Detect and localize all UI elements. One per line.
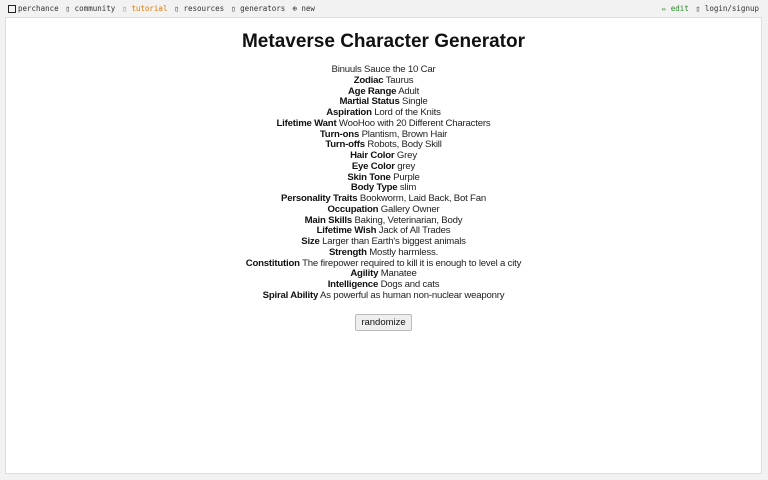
user-icon: ▯ bbox=[695, 4, 701, 13]
detail-value: grey bbox=[397, 160, 416, 172]
plus-circle-icon: ⊕ bbox=[292, 4, 297, 13]
detail-value: Single bbox=[402, 96, 428, 108]
detail-value: Dogs and cats bbox=[380, 279, 440, 290]
detail-label: Size bbox=[301, 236, 320, 247]
detail-value: Lord of the Knits bbox=[374, 107, 441, 118]
detail-row bbox=[6, 291, 761, 302]
detail-label: Body Type bbox=[350, 182, 398, 194]
detail-value: Manatee bbox=[380, 268, 417, 280]
detail-value: Jack of All Trades bbox=[378, 225, 451, 237]
detail-value: Taurus bbox=[385, 74, 414, 86]
detail-label: Skin Tone bbox=[347, 171, 391, 183]
community-icon: ▯ bbox=[65, 4, 71, 13]
detail-label: Spiral Ability bbox=[262, 289, 319, 301]
tutorial-icon: ▯ bbox=[122, 4, 127, 13]
pencil-icon: ✏ bbox=[661, 4, 667, 13]
nav-perchance[interactable]: perchance bbox=[8, 4, 59, 13]
detail-label: Occupation bbox=[327, 203, 379, 215]
detail-label: Intelligence bbox=[327, 279, 379, 290]
resources-icon: ▯ bbox=[174, 4, 179, 13]
nav-new[interactable]: ⊕ new bbox=[292, 4, 315, 13]
detail-value: Adult bbox=[398, 85, 420, 97]
character-details bbox=[6, 65, 761, 302]
detail-label: Lifetime Wish bbox=[316, 225, 377, 237]
detail-label: Zodiac bbox=[353, 74, 384, 86]
detail-label: Constitution bbox=[245, 257, 300, 269]
detail-label: Main Skills bbox=[304, 214, 353, 226]
randomize-button[interactable]: randomize bbox=[355, 314, 411, 331]
dice-icon bbox=[8, 5, 16, 13]
top-nav bbox=[0, 0, 768, 16]
character-name: Binuuls Sauce the 10 Car bbox=[331, 64, 436, 75]
detail-label: Hair Color bbox=[350, 150, 395, 161]
nav-tutorial[interactable]: ▯ tutorial bbox=[122, 4, 168, 13]
detail-value: Purple bbox=[393, 171, 420, 183]
detail-label: Aspiration bbox=[326, 107, 372, 118]
detail-value: Mostly harmless. bbox=[369, 246, 439, 258]
detail-value: The firepower required to kill it is enough to level a city bbox=[302, 257, 522, 269]
detail-label: Personality Traits bbox=[281, 193, 358, 204]
nav-login[interactable]: ▯ login/signup bbox=[695, 4, 759, 13]
nav-community[interactable]: ▯ community bbox=[65, 4, 116, 13]
detail-label: Age Range bbox=[347, 85, 397, 97]
nav-edit[interactable]: ✏ edit bbox=[661, 4, 689, 13]
detail-label: Turn-offs bbox=[325, 139, 365, 151]
generator-output bbox=[5, 17, 762, 474]
detail-label: Agility bbox=[350, 268, 379, 280]
detail-value: Grey bbox=[396, 150, 417, 161]
detail-value: Gallery Owner bbox=[380, 203, 440, 215]
detail-value: slim bbox=[399, 182, 417, 194]
detail-label: Eye Color bbox=[351, 160, 395, 172]
detail-value: WooHoo with 20 Different Characters bbox=[338, 117, 491, 129]
detail-value: As powerful as human non-nuclear weaponry bbox=[320, 289, 505, 301]
generators-icon: ▯ bbox=[231, 4, 236, 13]
detail-value: Robots, Body Skill bbox=[367, 139, 442, 151]
page-title: Metaverse Character Generator bbox=[241, 31, 526, 52]
detail-value: Larger than Earth's biggest animals bbox=[322, 236, 466, 247]
detail-label: Martial Status bbox=[339, 96, 400, 108]
detail-label: Lifetime Want bbox=[276, 117, 337, 129]
detail-label: Turn-ons bbox=[319, 128, 360, 140]
detail-value: Baking, Veterinarian, Body bbox=[354, 214, 463, 226]
detail-value: Plantism, Brown Hair bbox=[361, 128, 448, 140]
nav-generators[interactable]: ▯ generators bbox=[231, 4, 286, 13]
detail-value: Bookworm, Laid Back, Bot Fan bbox=[359, 193, 486, 204]
detail-label: Strength bbox=[328, 246, 367, 258]
nav-resources[interactable]: ▯ resources bbox=[174, 4, 225, 13]
